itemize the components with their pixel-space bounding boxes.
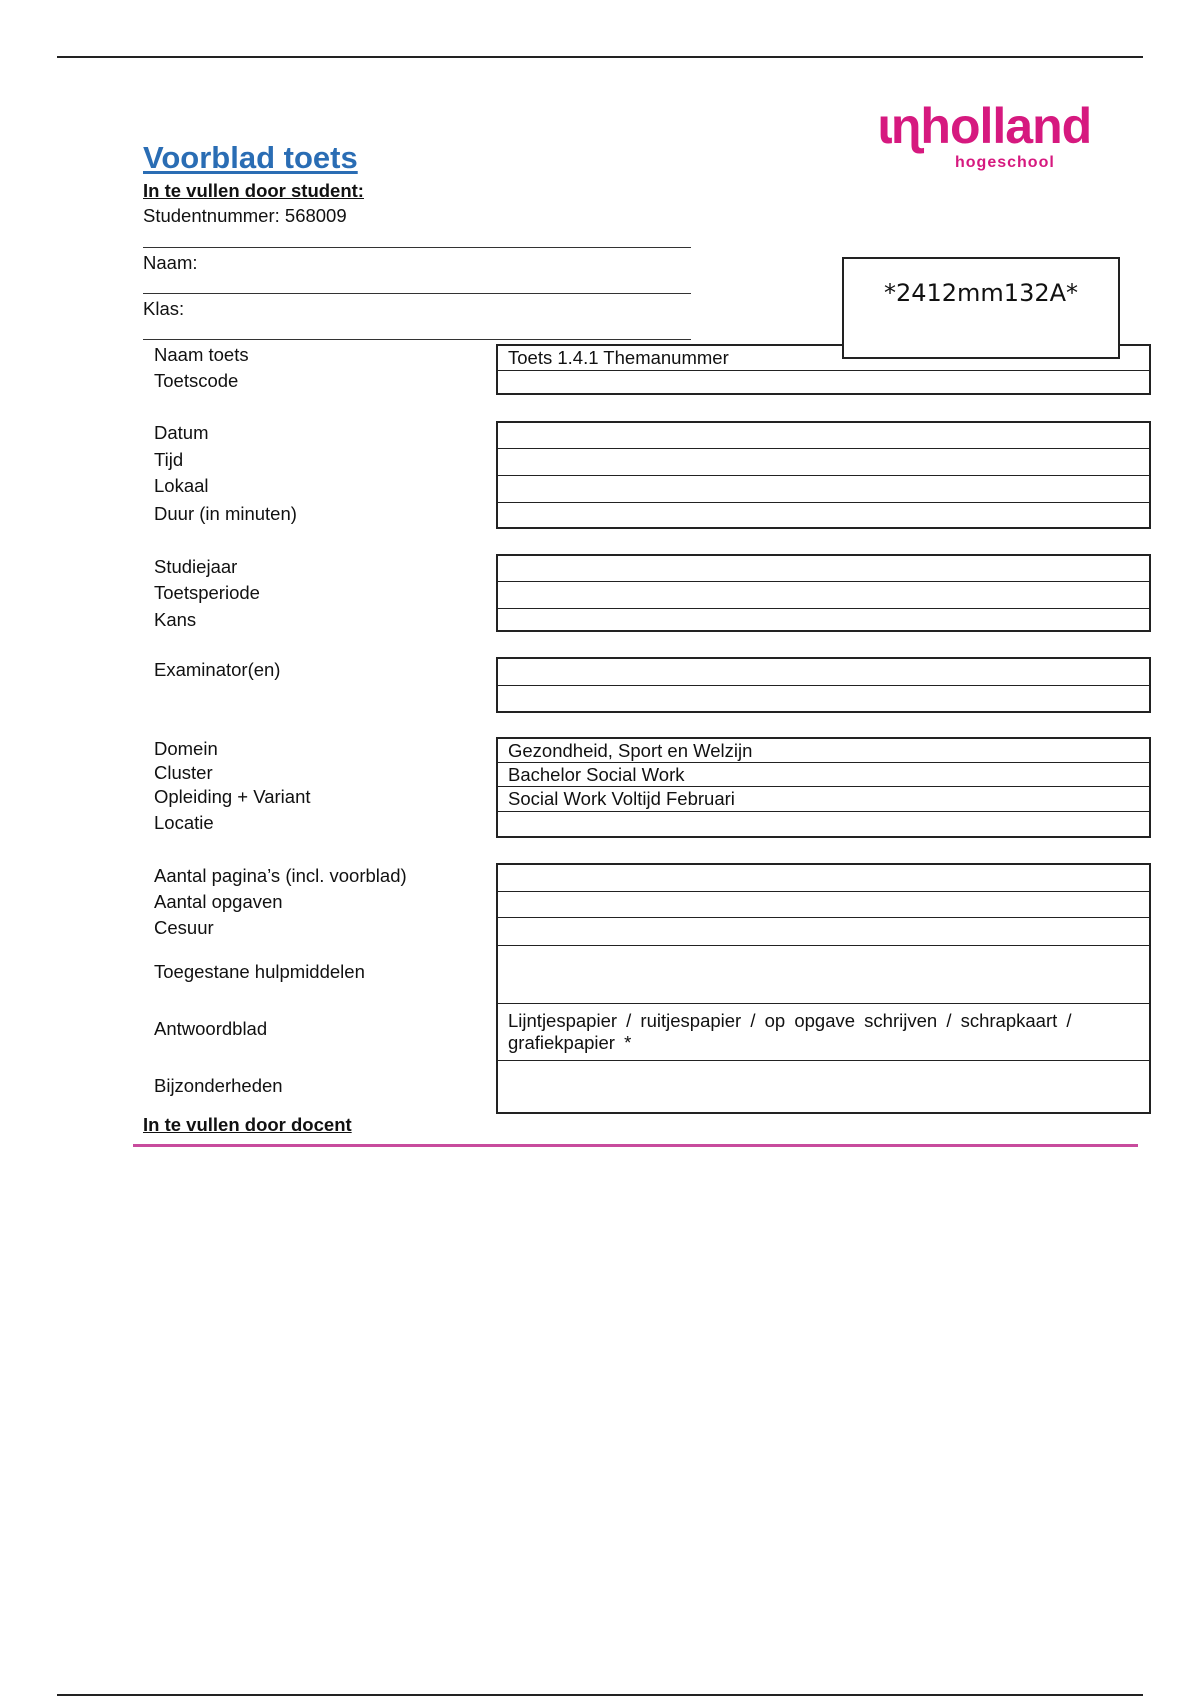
bottom-rule xyxy=(57,1694,1143,1696)
field-hulpmiddelen[interactable] xyxy=(498,946,1149,1004)
value-opleiding: Social Work Voltijd Februari xyxy=(508,788,735,809)
label-datum: Datum xyxy=(154,422,209,443)
value-domein: Gezondheid, Sport en Welzijn xyxy=(508,740,753,761)
field-bijzonderheden[interactable] xyxy=(498,1061,1149,1112)
field-toetscode[interactable] xyxy=(498,371,1149,395)
label-lokaal: Lokaal xyxy=(154,475,209,496)
group-studiejaar-box xyxy=(496,554,1151,632)
naam-input-line[interactable] xyxy=(143,293,691,294)
top-rule xyxy=(57,56,1143,58)
field-antwoordblad[interactable] xyxy=(498,1004,1149,1061)
field-examinator-1[interactable] xyxy=(498,659,1149,686)
barcode-text: *2412mm132A* xyxy=(883,279,1079,307)
label-locatie: Locatie xyxy=(154,812,214,833)
value-naam-toets: Toets 1.4.1 Themanummer xyxy=(508,347,729,368)
label-cluster: Cluster xyxy=(154,762,213,783)
field-aantal-opgaven[interactable] xyxy=(498,892,1149,918)
field-locatie[interactable] xyxy=(498,812,1149,836)
inholland-logo xyxy=(878,98,1118,178)
group-domein-box xyxy=(496,737,1151,838)
group-datum-box xyxy=(496,421,1151,529)
field-aantal-paginas[interactable] xyxy=(498,865,1149,892)
student-number-line xyxy=(143,247,691,248)
klas-input-line[interactable] xyxy=(143,339,691,340)
label-bijzonderheden: Bijzonderheden xyxy=(154,1075,283,1096)
field-cluster[interactable] xyxy=(498,763,1149,787)
student-number: Studentnummer: 568009 xyxy=(143,205,347,226)
label-domein: Domein xyxy=(154,738,218,759)
label-kans: Kans xyxy=(154,609,197,630)
group-examinator-box xyxy=(496,657,1151,713)
label-duur: Duur (in minuten) xyxy=(154,503,297,524)
field-opleiding[interactable] xyxy=(498,787,1149,812)
label-aantal-paginas: Aantal pagina’s (incl. voorblad) xyxy=(154,865,407,886)
field-examinator-2[interactable] xyxy=(498,686,1149,711)
logo-subtitle: hogeschool xyxy=(955,154,1055,171)
field-domein[interactable] xyxy=(498,739,1149,763)
field-studiejaar[interactable] xyxy=(498,556,1149,582)
label-examinator: Examinator(en) xyxy=(154,659,281,680)
label-hulpmiddelen: Toegestane hulpmiddelen xyxy=(154,961,365,982)
field-datum[interactable] xyxy=(498,423,1149,449)
label-toetsperiode: Toetsperiode xyxy=(154,582,260,603)
label-toetscode: Toetscode xyxy=(154,370,239,391)
label-naam-toets: Naam toets xyxy=(154,344,249,365)
field-duur[interactable] xyxy=(498,503,1149,527)
docent-section-heading: In te vullen door docent xyxy=(143,1114,352,1135)
field-tijd[interactable] xyxy=(498,449,1149,476)
barcode-box xyxy=(842,257,1120,359)
label-antwoordblad: Antwoordblad xyxy=(154,1018,268,1039)
naam-label: Naam: xyxy=(143,252,198,273)
group-toets-details-box xyxy=(496,863,1151,1114)
student-section-heading: In te vullen door student: xyxy=(143,180,364,201)
value-antwoordblad: Lijntjespapier / ruitjespapier / op opgave schrijven / schrapkaart / grafiekpapier * xyxy=(508,1010,1072,1053)
label-opleiding: Opleiding + Variant xyxy=(154,786,311,807)
field-kans[interactable] xyxy=(498,609,1149,630)
value-cluster: Bachelor Social Work xyxy=(508,764,685,785)
label-cesuur: Cesuur xyxy=(154,917,214,938)
field-lokaal[interactable] xyxy=(498,476,1149,503)
label-aantal-opgaven: Aantal opgaven xyxy=(154,891,283,912)
field-toetsperiode[interactable] xyxy=(498,582,1149,609)
logo-wordmark: ɩɳholland xyxy=(878,98,1092,154)
page-title: Voorblad toets xyxy=(143,140,358,175)
klas-label: Klas: xyxy=(143,298,185,319)
label-studiejaar: Studiejaar xyxy=(154,556,238,577)
label-tijd: Tijd xyxy=(154,449,184,470)
field-cesuur[interactable] xyxy=(498,918,1149,946)
section-divider xyxy=(133,1144,1138,1147)
